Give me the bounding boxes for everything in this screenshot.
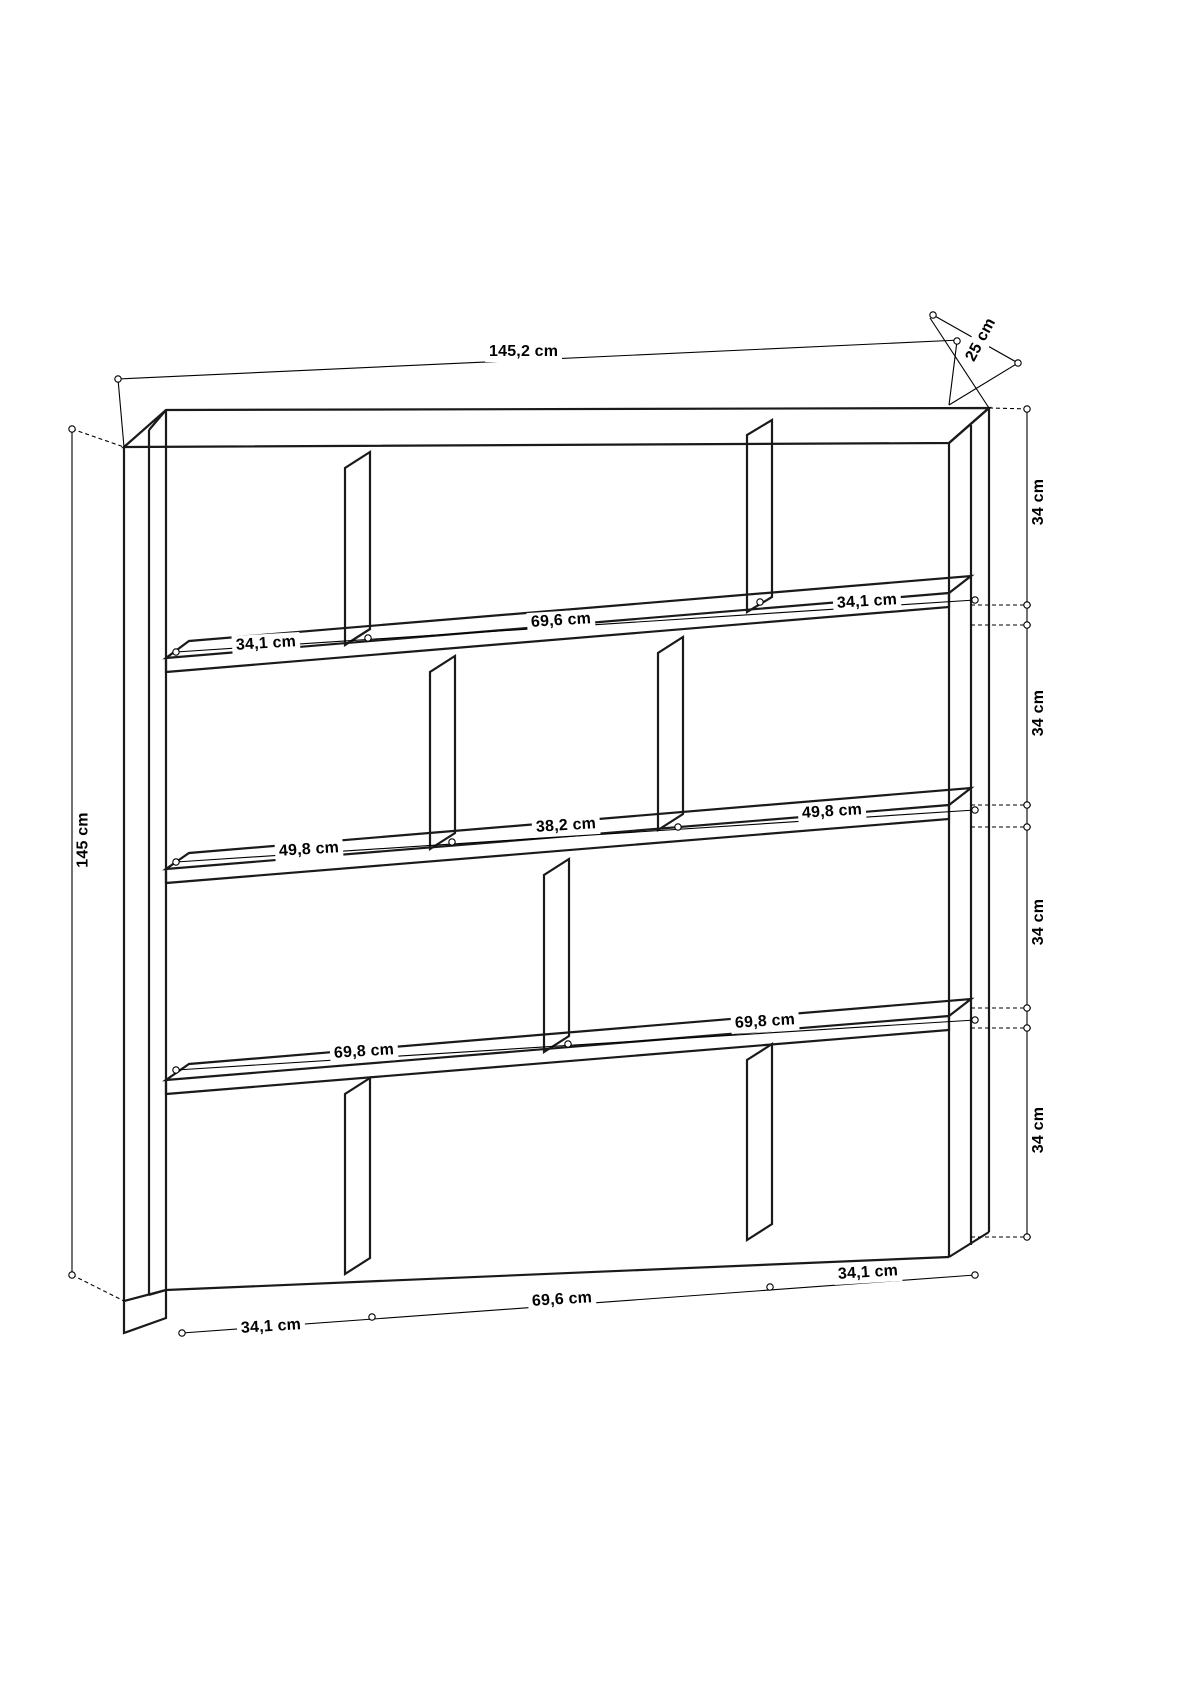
top-right-bevel [949, 408, 989, 443]
dim-line-row3-widths [176, 1020, 975, 1070]
label-row1-mid-width: 69,6 cm [526, 609, 595, 633]
top-panel-face [124, 408, 989, 447]
ext-width-left [118, 379, 124, 447]
divider-r2-a [430, 656, 455, 849]
label-row2-left-width: 49,8 cm [274, 838, 343, 862]
label-row1-height: 34 cm [1029, 475, 1049, 529]
label-row2-height: 34 cm [1029, 686, 1049, 740]
shelf-body-outline [124, 408, 989, 1333]
divider-r4-b [747, 1044, 772, 1240]
label-row2-mid-width: 38,2 cm [531, 814, 600, 838]
label-row3-height: 34 cm [1029, 895, 1049, 949]
label-row4-mid-width: 69,6 cm [527, 1288, 596, 1312]
divider-r1-b [747, 420, 772, 612]
label-row2-right-width: 49,8 cm [797, 800, 866, 824]
label-row4-height: 34 cm [1029, 1103, 1049, 1157]
divider-r3-a [544, 859, 569, 1052]
overall-height-value: 145 [74, 840, 92, 868]
label-row3-right-width: 69,8 cm [730, 1010, 799, 1034]
left-bottom-bevel [149, 1290, 166, 1295]
divider-r1-a [345, 452, 370, 645]
overall-height-unit: cm [74, 812, 92, 836]
ext-width-right [949, 341, 957, 405]
label-row1-right-width: 34,1 cm [832, 590, 901, 614]
label-depth: 25 cm [960, 311, 1003, 368]
label-overall-width: 145,2 cm [485, 342, 562, 362]
label-overall-height [74, 808, 94, 871]
ext-height-bottom [72, 1275, 124, 1301]
divider-r4-a [345, 1078, 370, 1274]
label-row1-left-width: 34,1 cm [231, 632, 300, 656]
ext-height-top [72, 429, 124, 447]
left-top-bevel [149, 410, 166, 430]
label-row4-left-width: 34,1 cm [236, 1315, 305, 1339]
shelf-3-front-edge [166, 1016, 949, 1094]
label-row4-right-width: 34,1 cm [833, 1261, 902, 1285]
right-bottom-edge [949, 1232, 989, 1257]
label-row3-left-width: 69,8 cm [329, 1040, 398, 1064]
divider-r2-b [658, 637, 683, 830]
